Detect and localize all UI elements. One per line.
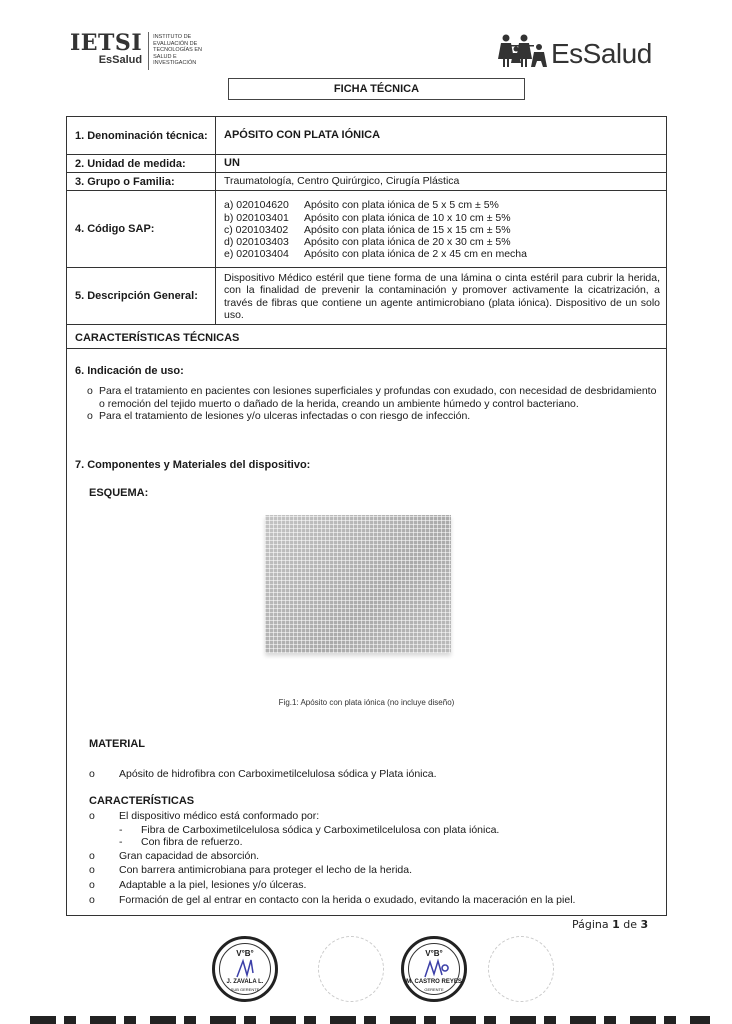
bullet-icon: o	[89, 864, 95, 877]
ietsi-acronym: IETSI	[70, 30, 143, 56]
bullet-icon: o	[89, 849, 95, 862]
list-item-text: Fibra de Carboximetilcelulosa sódica y Carboximetilcelulosa con plata iónica.	[141, 823, 500, 836]
sap-code-item	[224, 248, 527, 260]
sap-code: a) 020104620	[224, 199, 289, 212]
row-label: 5. Descripción General:	[67, 268, 216, 324]
list-item-text: Para el tratamiento en pacientes con lesiones superficiales y profundas con exudado, con necesidad de desbridamiento o remoción del tejido muerto o dañado de la herida, creando un ambiente húmedo y control bacteriano.	[99, 385, 657, 410]
indicacion-heading: 6. Indicación de uso:	[75, 365, 184, 377]
bullet-icon: o	[89, 879, 95, 892]
sap-code-item	[224, 212, 527, 224]
sap-code: d) 020103403	[224, 236, 289, 249]
esquema-label: ESQUEMA:	[89, 487, 149, 499]
indicacion-list	[87, 385, 662, 423]
bullet-icon: o	[87, 385, 93, 397]
faint-stamp	[318, 936, 384, 1002]
table-row	[67, 117, 666, 155]
essalud-logo	[497, 33, 652, 69]
list-item-text: Para el tratamiento de lesiones y/o ulceras infectadas o con riesgo de infección.	[99, 410, 471, 422]
sap-desc: Apósito con plata iónica de 15 x 15 cm ± 5%	[304, 223, 511, 236]
table-row	[67, 191, 666, 268]
section-title: CARACTERÍSTICAS TÉCNICAS	[75, 332, 240, 344]
bullet-icon: o	[89, 810, 95, 822]
list-item-text: Con fibra de refuerzo.	[141, 836, 243, 849]
stamp-vb: V°B°	[236, 949, 254, 958]
approval-stamp	[212, 936, 278, 1002]
caracteristicas-list	[89, 809, 659, 908]
essalud-wordmark: EsSalud	[551, 38, 652, 69]
sub-list-item	[89, 824, 659, 837]
sap-desc: Apósito con plata iónica de 2 x 45 cm en mecha	[304, 248, 527, 261]
sap-code: b) 020103401	[224, 211, 289, 224]
bullet-icon: o	[87, 410, 93, 422]
page-label: Página	[572, 918, 609, 931]
faint-stamp	[488, 936, 554, 1002]
dash-icon: -	[119, 823, 123, 836]
row-value: APÓSITO CON PLATA IÓNICA	[224, 129, 381, 142]
signature-icon	[233, 957, 263, 979]
family-figures-icon	[497, 33, 549, 69]
list-item	[89, 768, 437, 780]
bullet-icon: o	[89, 768, 95, 780]
signature-icon	[422, 957, 452, 979]
sap-code-item	[224, 236, 527, 248]
stamp-name: M. CASTRO REYES	[406, 979, 462, 985]
page-of: de	[623, 918, 638, 931]
stamp-vb: V°B°	[425, 949, 443, 958]
componentes-heading: 7. Componentes y Materiales del dispositivo:	[75, 459, 311, 471]
table-row	[67, 173, 666, 191]
ietsi-sub: EsSalud	[98, 54, 143, 66]
list-item-text: Adaptable a la piel, lesiones y/o úlceras.	[119, 879, 307, 892]
list-item-text: El dispositivo médico está conformado por:	[119, 810, 320, 822]
row-value: Dispositivo Médico estéril que tiene forma de una lámina o cinta estéril para cubrir la herida, con la finalidad de prevenir la contaminación y promover activamente la cicatrización, a través de fibras que contiene un agente antimicrobiano (plata iónica). Dispositivo de un solo uso.	[224, 271, 660, 321]
sap-code: c) 020103402	[224, 223, 289, 236]
list-item-text: Formación de gel al entrar en contacto con la herida o exudado, evitando la maceración en la piel.	[119, 893, 576, 906]
row-label: 1. Denominación técnica:	[67, 117, 216, 154]
bullet-icon: o	[89, 893, 95, 906]
list-item-text: Apósito de hidrofibra con Carboximetilcelulosa sódica y Plata iónica.	[119, 768, 437, 780]
list-item	[87, 410, 662, 423]
sap-desc: Apósito con plata iónica de 5 x 5 cm ± 5%	[304, 199, 499, 212]
document-title: FICHA TÉCNICA	[228, 78, 525, 100]
spec-table	[66, 116, 667, 916]
sap-desc: Apósito con plata iónica de 10 x 10 cm ± 5%	[304, 211, 511, 224]
ietsi-logo	[70, 32, 211, 70]
list-item	[89, 809, 659, 824]
sap-codes-cell	[216, 191, 666, 267]
list-item	[89, 878, 659, 893]
approval-stamp	[401, 936, 467, 1002]
list-item-text: Con barrera antimicrobiana para proteger el lecho de la herida.	[119, 864, 413, 877]
sap-code: e) 020103404	[224, 248, 289, 261]
row-label: 4. Código SAP:	[67, 191, 216, 267]
sap-code-item	[224, 199, 527, 211]
row-value: UN	[224, 157, 240, 170]
stamp-role: GERENTE	[424, 987, 444, 992]
table-row	[67, 155, 666, 173]
list-item	[89, 849, 659, 864]
list-item	[89, 893, 659, 908]
figure-caption: Fig.1: Apósito con plata iónica (no incluye diseño)	[278, 698, 455, 707]
logo-divider	[148, 32, 149, 70]
row-value: Traumatología, Centro Quirúrgico, Cirugía Plástica	[224, 175, 460, 188]
stamp-role: SUB GERENTE	[230, 987, 260, 992]
caracteristicas-label: CARACTERÍSTICAS	[89, 795, 195, 807]
material-label: MATERIAL	[89, 738, 146, 750]
sap-desc: Apósito con plata iónica de 20 x 30 cm ± 5%	[304, 236, 511, 249]
dash-icon: -	[119, 836, 123, 849]
ietsi-logo-mark	[70, 32, 142, 66]
table-row	[67, 268, 666, 325]
bottom-scan-artifact	[30, 1016, 710, 1024]
list-item	[89, 863, 659, 878]
sap-code-item	[224, 224, 527, 236]
list-item	[87, 385, 662, 410]
sap-code-list	[224, 197, 527, 260]
stamp-name: J. ZAVALA L.	[226, 979, 264, 985]
list-item-text: Gran capacidad de absorción.	[119, 849, 260, 862]
page-number	[572, 918, 648, 931]
ietsi-full-name: INSTITUTO DE EVALUACIÓN DE TECNOLOGÍAS EN SALUD E INVESTIGACIÓN	[153, 34, 203, 67]
dressing-image	[265, 515, 451, 653]
sub-list-item	[89, 836, 659, 849]
row-label: 2. Unidad de medida:	[67, 155, 216, 172]
row-label: 3. Grupo o Familia:	[67, 173, 216, 190]
page-total: 3	[640, 918, 649, 931]
page-current: 1	[612, 918, 620, 931]
